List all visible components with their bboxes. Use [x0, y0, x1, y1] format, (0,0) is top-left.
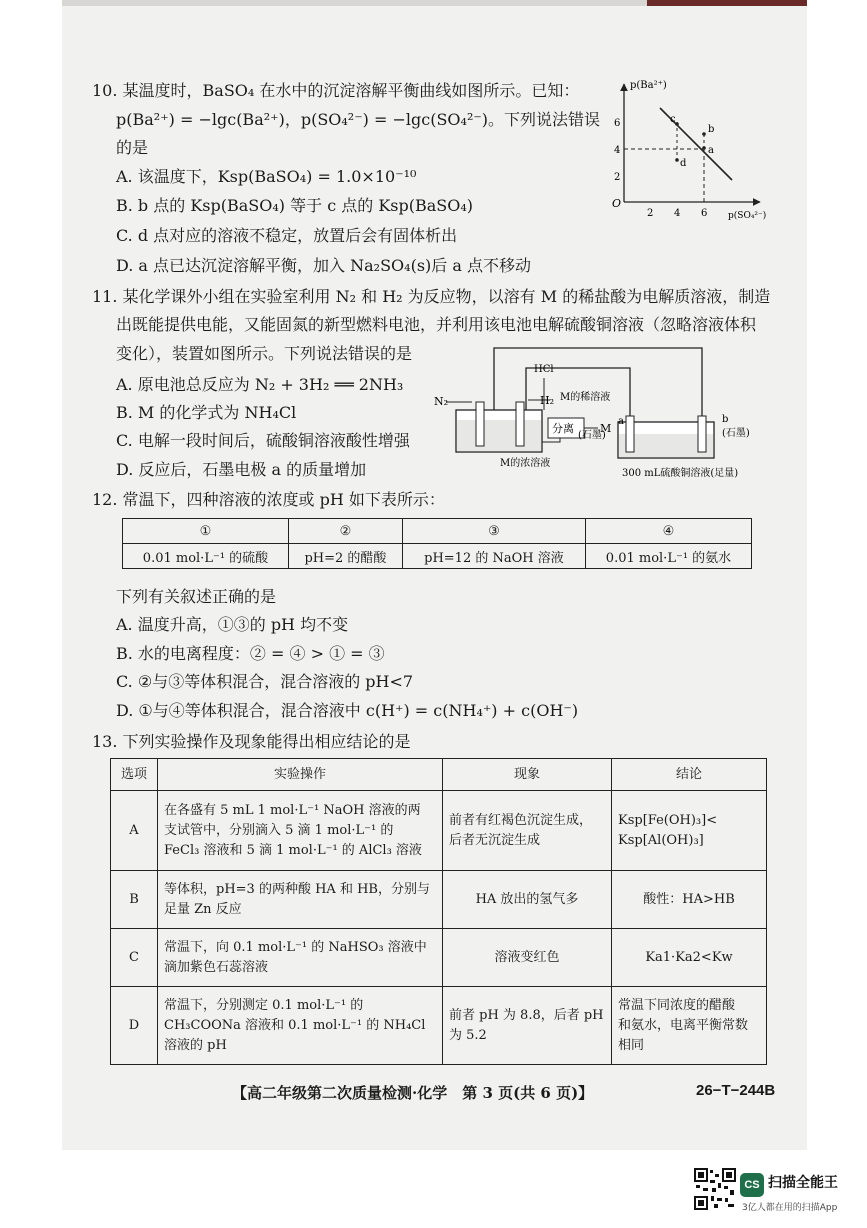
q13-header-conclusion: 结论 [612, 759, 767, 791]
qr-code-icon [694, 1168, 736, 1210]
m-dilute-label: M的稀溶液 [560, 392, 611, 403]
q13-row-c-con-1: Ka1·Ka2<Kw [645, 949, 733, 965]
q13-row-a-ph-1: 前者有红褐色沉淀生成， [449, 812, 593, 828]
q13-stem: 13. 下列实验操作及现象能得出相应结论的是 [92, 732, 411, 751]
h2-electrode [516, 402, 524, 446]
q13-row-d-op-2: CH₃COONa 溶液和 0.1 mol·L⁻¹ 的 NH₄Cl [164, 1017, 426, 1033]
electrode-a-label: a [618, 416, 624, 427]
graph-x-tick-4: 4 [674, 208, 681, 219]
scanner-app-tagline: 3亿人都在用的扫描App [742, 1203, 838, 1213]
graph-x-label: p(SO₄²⁻) [728, 211, 767, 221]
q13-row-c-op-2: 滴加紫色石蕊溶液 [164, 959, 269, 975]
q13-row-d-con-1: 常温下同浓度的醋酸 [618, 997, 736, 1013]
q10-line3: 的是 [116, 138, 149, 157]
q12-cell-2: pH=2 的醋酸 [288, 544, 402, 569]
point-d [675, 158, 679, 162]
page-top-edge [62, 0, 807, 6]
q11-apparatus-diagram [432, 342, 772, 484]
q10-line2: p(Ba²⁺) = −lgc(Ba²⁺)，p(SO₄²⁻) = −lgc(SO₄²⁻)。下列说法错误 [116, 110, 601, 129]
q10-option-d: D. a 点已达沉淀溶解平衡，加入 Na₂SO₄(s)后 a 点不移动 [116, 256, 531, 275]
q13-row-a-con-1: Ksp[Fe(OH)₃]< [618, 812, 718, 828]
q12-header-1: ① [123, 519, 289, 544]
q13-row-a-op-3: FeCl₃ 溶液和 5 滴 1 mol·L⁻¹ 的 AlCl₃ 溶液 [164, 842, 422, 858]
q13-row-d-option: D [111, 987, 158, 1065]
label-c: c [670, 114, 676, 125]
q13-row-d [111, 987, 767, 1065]
q12-header-2: ② [288, 519, 402, 544]
q10-option-a: A. 该温度下，Ksp(BaSO₄) = 1.0×10⁻¹⁰ [116, 167, 417, 186]
graphite-b-label: (石墨) [722, 428, 750, 439]
separation-label: 分离 [552, 422, 574, 435]
q10-option-c: C. d 点对应的溶液不稳定，放置后会有固体析出 [116, 226, 458, 245]
graph-x-tick-2: 2 [647, 208, 654, 219]
q13-row-a-op-1: 在各盛有 5 mL 1 mol·L⁻¹ NaOH 溶液的两 [164, 802, 421, 818]
q13-row-d-con-2: 和氨水，电离平衡常数 [618, 1017, 749, 1033]
q13-header-phenomenon: 现象 [443, 759, 612, 791]
q13-row-b-op-1: 等体积，pH=3 的两种酸 HA 和 HB，分别与 [164, 881, 430, 897]
fuel-cell-solution [457, 420, 541, 451]
q13-table [110, 758, 767, 1065]
q12-stem: 12. 常温下，四种溶液的浓度或 pH 如下表所示： [92, 490, 445, 509]
q13-row-c-op-1: 常温下，向 0.1 mol·L⁻¹ 的 NaHSO₃ 溶液中 [164, 939, 427, 955]
q13-row-c-ph-1: 溶液变红色 [494, 949, 560, 965]
q10-solubility-graph [600, 76, 770, 226]
q12-option-a: A. 温度升高，①③的 pH 均不变 [116, 615, 349, 634]
electrode-b-label: b [722, 414, 729, 425]
q11-option-a: A. 原电池总反应为 N₂ + 3H₂ ══ 2NH₃ [116, 375, 404, 394]
n2-label: N₂ [434, 395, 449, 408]
m-out-label: M [600, 422, 612, 435]
q13-row-a-ph-2: 后者无沉淀生成 [449, 832, 541, 848]
q12-header-3: ③ [402, 519, 585, 544]
scanner-app-name: 扫描全能王 [768, 1175, 838, 1191]
q13-row-d-ph-1: 前者 pH 为 8.8，后者 pH [449, 1007, 604, 1023]
graph-y-label: p(Ba²⁺) [630, 80, 667, 91]
q13-row-d-con-3: 相同 [618, 1037, 645, 1053]
cuso4-label: 300 mL硫酸铜溶液(足量) [622, 468, 739, 479]
q13-row-a-option: A [111, 791, 158, 871]
q13-row-c-option: C [111, 929, 158, 987]
q13-row-d-op-3: 溶液的 pH [164, 1037, 227, 1053]
point-a [702, 146, 706, 150]
q13-row-b [111, 871, 767, 929]
q13-row-d-ph-2: 为 5.2 [449, 1027, 487, 1043]
q13-header-operation: 实验操作 [158, 759, 443, 791]
q11-option-c: C. 电解一段时间后，硫酸铜溶液酸性增强 [116, 431, 410, 450]
q13-row-b-ph-1: HA 放出的氢气多 [475, 891, 579, 907]
graphite-a-label: (石墨) [578, 430, 606, 441]
q13-row-a-op-2: 支试管中，分别滴入 5 滴 1 mol·L⁻¹ 的 [164, 822, 394, 838]
h2-label: H₂ [540, 394, 555, 407]
m-conc-label: M的浓溶液 [500, 458, 551, 469]
label-b: b [708, 124, 715, 135]
q12-table [122, 518, 752, 569]
q11-option-b: B. M 的化学式为 NH₄Cl [116, 403, 297, 422]
electrode-a [626, 416, 634, 452]
graph-x-tick-6: 6 [701, 208, 708, 219]
scanner-logo-icon: CS [740, 1173, 764, 1197]
q13-row-b-op-2: 足量 Zn 反应 [164, 901, 242, 917]
q13-header-option: 选项 [111, 759, 158, 791]
page-footer-code: 26−T−244B [696, 1082, 776, 1099]
graph-y-tick-4: 4 [614, 145, 621, 156]
q11-option-d: D. 反应后，石墨电极 a 的质量增加 [116, 460, 367, 479]
q11-line2: 出既能提供电能，又能固氮的新型燃料电池，并利用该电池电解硫酸铜溶液（忽略溶液体积 [116, 315, 757, 334]
point-c [675, 122, 679, 126]
q12-prompt: 下列有关叙述正确的是 [116, 587, 277, 606]
label-d: d [680, 158, 687, 169]
q10-option-b: B. b 点的 Ksp(BaSO₄) 等于 c 点的 Ksp(BaSO₄) [116, 196, 474, 215]
n2-electrode [476, 402, 484, 446]
label-a: a [708, 145, 714, 156]
q13-row-d-op-1: 常温下，分别测定 0.1 mol·L⁻¹ 的 [164, 997, 364, 1013]
q13-row-c [111, 929, 767, 987]
q12-header-4: ④ [585, 519, 751, 544]
q12-cell-3: pH=12 的 NaOH 溶液 [402, 544, 585, 569]
wire-left [494, 348, 702, 416]
q10-line1: 10. 某温度时，BaSO₄ 在水中的沉淀溶解平衡曲线如图所示。已知： [92, 81, 580, 100]
electrode-b [698, 416, 706, 452]
graph-y-tick-2: 2 [614, 172, 621, 183]
q12-option-c: C. ②与③等体积混合，混合溶液的 pH<7 [116, 672, 414, 691]
page-footer-title: 【高二年级第二次质量检测·化学 第 3 页(共 6 页)】 [232, 1084, 594, 1102]
graph-y-tick-6: 6 [614, 118, 621, 129]
q12-option-d: D. ①与④等体积混合，混合溶液中 c(H⁺) = c(NH₄⁺) + c(OH⁻) [116, 701, 579, 720]
q12-option-b: B. 水的电离程度：② = ④ > ① = ③ [116, 644, 385, 663]
q12-cell-4: 0.01 mol·L⁻¹ 的氨水 [585, 544, 751, 569]
q13-row-b-con-1: 酸性：HA>HB [643, 891, 735, 907]
graph-origin: O [612, 197, 622, 210]
q11-line3: 变化），装置如图所示。下列说法错误的是 [116, 344, 413, 363]
q13-row-a-con-2: Ksp[Al(OH)₃] [618, 832, 704, 848]
hcl-label: HCl [534, 364, 554, 375]
q11-line1: 11. 某化学课外小组在实验室利用 N₂ 和 H₂ 为反应物，以溶有 M 的稀盐酸为电解质溶液，制造 [92, 287, 771, 306]
point-b [702, 132, 706, 136]
q12-cell-1: 0.01 mol·L⁻¹ 的硫酸 [123, 544, 289, 569]
q13-row-a [111, 791, 767, 871]
conc-pipe [542, 438, 560, 442]
q13-row-b-option: B [111, 871, 158, 929]
